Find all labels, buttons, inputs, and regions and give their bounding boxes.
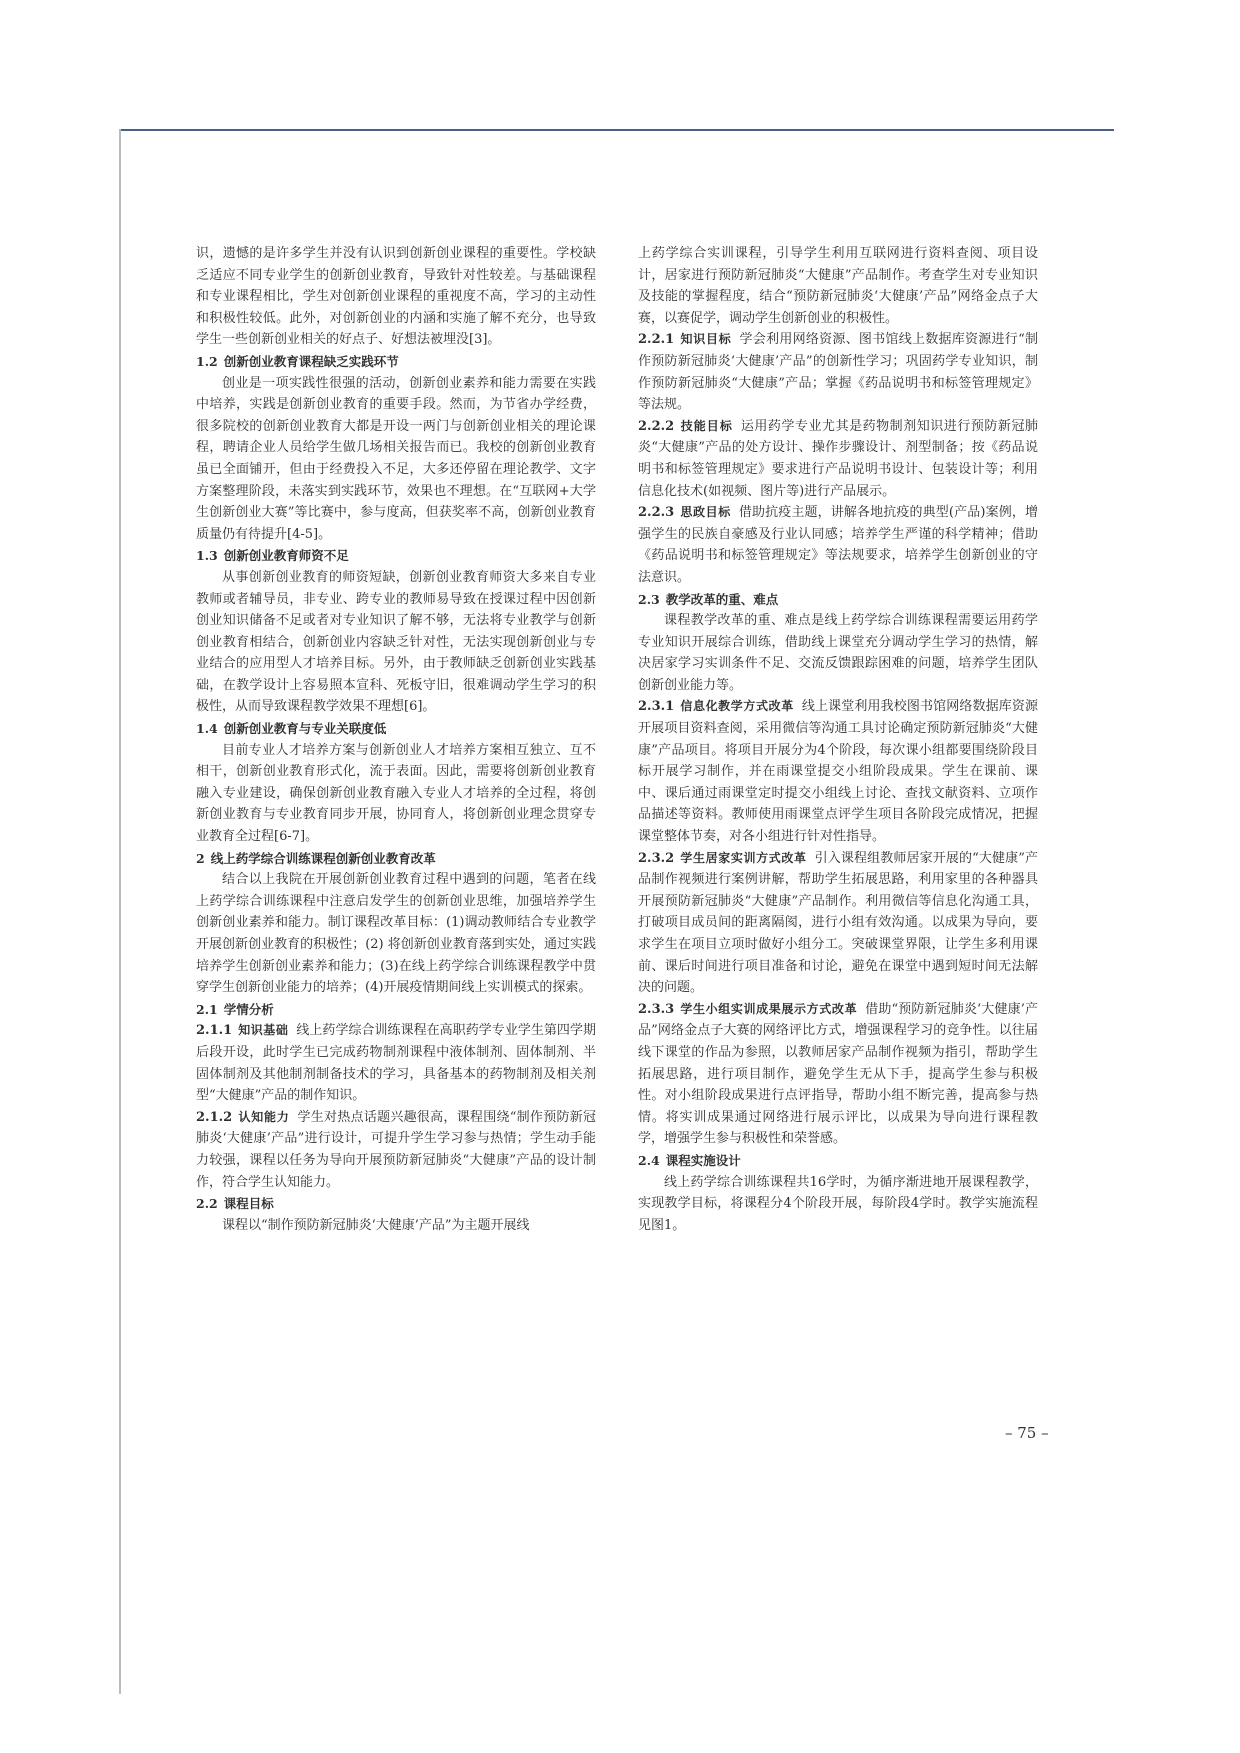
paragraph: 课程以“制作预防新冠肺炎‘大健康’产品”为主题开展线 [222,1217,530,1233]
subsection-2-1-1: 2.1.1 知识基础 线上药学综合训练课程在高职药学专业学生第四学期后段开设，此时学生已完成药物制剂课程中液体制剂、固体制剂、半固体制剂及其他制剂制备技术的学习，具备基本的药物制剂及相关剂型“大健康”产品的制作知识。 [196,1023,596,1104]
section-heading-2: 2 线上药学综合训练课程创新创业教育改革 [196,850,436,866]
margin-rule [119,129,121,1694]
paragraph: 上药学综合实训课程，引导学生利用互联网进行资料查阅、项目设计，居家进行预防新冠肺炎“大健康”产品制作。考查学生对专业知识及技能的掌握程度，结合“预防新冠肺炎‘大健康’产品”网络金点子大赛，以赛促学，调动学生创新创业的积极性。 [638,246,1038,326]
section-heading-1-3: 1.3 创新创业教育师资不足 [196,548,349,564]
subsection-2-3-3: 2.3.3 学生小组实训成果展示方式改革 借助“预防新冠肺炎‘大健康’产品”网络金点子大赛的网络评比方式，增强课程学习的竞争性。以往届线下课堂的作品为参照，以教师居家产品制作视频为指引，帮助学生拓展思路，进行项目制作，避免学生无从下手，提高学生参与积极性。对小组阶段成果进行点评指导，帮助小组不断完善，提高参与热情。将实训成果通过网络进行展示评比，以成果为导向进行课程教学，增强学生参与积极性和荣誉感。 [638,1001,1038,1147]
left-column [196,243,596,1236]
section-heading-2-1: 2.1 学情分析 [196,1001,274,1017]
paragraph: 目前专业人才培养方案与创新创业人才培养方案相互独立、互不相干，创新创业教育形式化，流于表面。因此，需要将创新创业教育融入专业建设，确保创新创业教育融入专业人才培养的全过程，将创新创业教育与专业教育同步开展，协同育人，将创新创业理念贯穿专业教育全过程[6-7]。 [196,742,596,845]
subsection-2-3-2: 2.3.2 学生居家实训方式改革 引入课程组教师居家开展的“大健康”产品制作视频进行案例讲解，帮助学生拓展思路，利用家里的各种器具开展预防新冠肺炎“大健康”产品制作。利用微信等信息化沟通工具，打破项目成员间的距离隔阂，进行小组有效沟通。以成果为导向，要求学生在项目立项时做好小组分工。突破课堂界限，让学生多利用课前、课后时间进行项目准备和讨论，避免在课堂中遇到短时间无法解决的问题。 [638,850,1038,996]
subsection-2-2-1: 2.2.1 知识目标 学会利用网络资源、图书馆线上数据库资源进行“制作预防新冠肺炎‘大健康’产品”的创新性学习；巩固药学专业知识，制作预防新冠肺炎“大健康”产品；掌握《药品说明书和标签管理规定》等法规。 [638,332,1038,413]
subsection-2-2-3: 2.2.3 思政目标 借助抗疫主题，讲解各地抗疫的典型(产品)案例，增强学生的民族自豪感及行业认同感；培养学生严谨的科学精神；借助《药品说明书和标签管理规定》等法规要求，培养学生创新创业的守法意识。 [638,505,1038,585]
paragraph: 识，遗憾的是许多学生并没有认识到创新创业课程的重要性。学校缺乏适应不同专业学生的创新创业教育，导致针对性较差。与基础课程和专业课程相比，学生对创新创业课程的重视度不高，学习的主动性和积极性较低。此外，对创新创业的内涵和实施了解不充分，也导致学生一些创新创业相关的好点子、好想法被埋没[3]。 [196,246,596,348]
section-heading-2-3: 2.3 教学改革的重、难点 [638,591,779,607]
paragraph: 结合以上我院在开展创新创业教育过程中遇到的问题，笔者在线上药学综合训练课程中注意启发学生的创新创业思维，加强培养学生创新创业素养和能力。制订课程改革目标：(1)调动教师结合专业教学开展创新创业教育的积极性；(2) 将创新创业教育落到实处，通过实践培养学生创新创业素养和能力；(3)在线上药学综合训练课程教学中贯穿学生创新创业能力的培养；(4)开展疫情期间线上实训模式的探索。 [196,872,596,996]
section-heading-2-4: 2.4 课程实施设计 [638,1152,741,1168]
header-rule [120,129,1114,131]
section-heading-1-2: 1.2 创新创业教育课程缺乏实践环节 [196,353,399,369]
paragraph: 从事创新创业教育的师资短缺，创新创业教育师资大多来自专业教师或者辅导员，非专业、跨专业的教师易导致在授课过程中因创新创业知识储备不足或者对专业知识了解不够，无法将专业教学与创新创业教育相结合，创新创业内容缺乏针对性，无法实现创新创业与专业结合的应用型人才培养目标。另外，由于教师缺乏创新创业实践基础，在教学设计上容易照本宣科、死板守旧，很难调动学生学习的积极性，从而导致课程教学效果不理想[6]。 [196,569,596,715]
subsection-2-3-1: 2.3.1 信息化教学方式改革 线上课堂利用我校图书馆网络数据库资源开展项目资料查阅，采用微信等沟通工具讨论确定预防新冠肺炎“大健康”产品项目。将项目开展分为4个阶段，每次课小组都要围绕阶段目标开展学习制作，并在雨课堂提交小组阶段成果。学生在课前、课中、课后通过雨课堂定时提交小组线上讨论、查找文献资料、立项作品描述等资料。教师使用雨课堂点评学生项目各阶段完成情况，把握课堂整体节奏，对各小组进行针对性指导。 [638,699,1038,845]
subsection-2-2-2: 2.2.2 技能目标 运用药学专业尤其是药物制剂知识进行预防新冠肺炎“大健康”产品的处方设计、操作步骤设计、剂型制备；按《药品说明书和标签管理规定》要求进行产品说明书设计、包装设计等；利用信息化技术(如视频、图片等)进行产品展示。 [638,418,1038,499]
paragraph: 线上药学综合训练课程共16学时，为循序渐进地开展课程教学，实现教学目标，将课程分4个阶段开展，每阶段4学时。教学实施流程见图1。 [638,1174,1038,1233]
section-heading-1-4: 1.4 创新创业教育与专业关联度低 [196,721,387,737]
page-number: – 75 – [1005,1424,1049,1442]
paragraph: 创业是一项实践性很强的活动，创新创业素养和能力需要在实践中培养，实践是创新创业教育的重要手段。然而，为节省办学经费，很多院校的创新创业教育大都是开设一两门与创新创业相关的理论课程，聘请企业人员给学生做几场相关报告而已。我校的创新创业教育虽已全面铺开，但由于经费投入不足，大多还停留在理论教学、文字方案整理阶段，未落实到实践环节，效果也不理想。在“互联网+大学生创新创业大赛”等比赛中，参与度高，但获奖率不高，创新创业教育质量仍有待提升[4-5]。 [196,375,596,542]
section-heading-2-2: 2.2 课程目标 [196,1196,274,1212]
subsection-2-1-2: 2.1.2 认知能力 学生对热点话题兴趣很高，课程围绕“制作预防新冠肺炎‘大健康’产品”进行设计，可提升学生学习参与热情；学生动手能力较强，课程以任务为导向开展预防新冠肺炎“大健康”产品的设计制作，符合学生认知能力。 [196,1109,596,1190]
paragraph: 课程教学改革的重、难点是线上药学综合训练课程需要运用药学专业知识开展综合训练，借助线上课堂充分调动学生学习的热情，解决居家学习实训条件不足、交流反馈跟踪困难的问题，培养学生团队创新创业能力等。 [638,613,1038,693]
right-column [638,243,1038,1236]
